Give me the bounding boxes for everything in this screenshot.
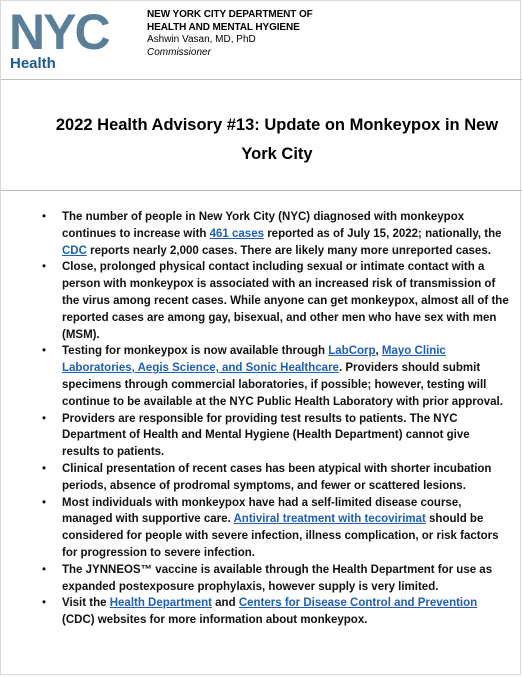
bullet-marker: •: [42, 496, 47, 509]
commissioner-title: Commissioner: [147, 46, 211, 58]
bullet-marker: •: [42, 412, 47, 425]
link-mayo-aegis-sonic[interactable]: Mayo Clinic Laboratories, Aegis Science, and Sonic Healthcare: [62, 345, 446, 375]
logo-health-text: Health: [10, 55, 56, 71]
bullet-marker: •: [42, 563, 47, 576]
agency-block: [147, 9, 313, 59]
bullet-item: • The JYNNEOS™ vaccine is available through the Health Department for use as expanded postexposure prophylaxis, however supply is very limited.: [42, 563, 493, 593]
link-cdc[interactable]: CDC: [62, 244, 87, 257]
bullet-item: • The number of people in New York City (NYC) diagnosed with monkeypox continues to increase with 461 cases reported as of July 15, 2022; nationally, the CDC reports nearly 2,000 cases. There are likely many more unreported cases.: [42, 211, 502, 257]
agency-name-line2: HEALTH AND MENTAL HYGIENE: [147, 21, 300, 33]
bullet-item: • Providers are responsible for providing test results to patients. The NYC Department of Health and Mental Hygiene (Health Department) cannot give results to patients.: [42, 412, 470, 459]
advisory-title: 2022 Health Advisory #13: Update on Monkeypox in New York City: [55, 116, 499, 163]
link-labcorp[interactable]: LabCorp: [328, 345, 376, 358]
bullet-item: • Most individuals with monkeypox have had a self-limited disease course, managed with supportive care. Antiviral treatment with tecovirimat should be considered for people with severe infection, illness complication, or risk factors for progression to severe infection.: [42, 496, 499, 559]
link-461-cases[interactable]: 461 cases: [209, 227, 264, 240]
bullet-item: • Clinical presentation of recent cases has been atypical with shorter incubation periods, absence of prodromal symptoms, and fewer or scattered lesions.: [42, 462, 492, 492]
link-antiviral-tecovirimat[interactable]: Antiviral treatment with tecovirimat: [233, 513, 426, 526]
advisory-bullet-list: [1, 209, 522, 629]
bullet-item: • Close, prolonged physical contact including sexual or intimate contact with a person with monkeypox is associated with an increased risk of transmission of the virus among recent cases. While anyone can get monkeypox, almost all of the reported cases are among gay, bisexual, and other men who have sex with men (MSM).: [42, 261, 509, 341]
title-divider: [1, 190, 522, 191]
bullet-item: • Visit the Health Department and Centers for Disease Control and Prevention (CDC) websites for more information about monkeypox.: [42, 597, 478, 627]
agency-name-line1: NEW YORK CITY DEPARTMENT OF: [147, 9, 313, 20]
bullet-marker: •: [42, 345, 47, 358]
link-health-department[interactable]: Health Department: [109, 597, 212, 610]
logo-nyc-text: NYC: [9, 7, 109, 60]
bullet-marker: •: [42, 597, 47, 610]
header-divider: [1, 79, 522, 80]
bullet-marker: •: [42, 211, 47, 223]
link-cdc-website[interactable]: Centers for Disease Control and Prevention: [238, 597, 478, 610]
bullet-marker: •: [42, 261, 47, 274]
nyc-health-logo-graphic: [9, 7, 141, 71]
nyc-health-logo: [9, 7, 141, 71]
commissioner-name: Ashwin Vasan, MD, PhD: [147, 34, 256, 45]
letterhead: [1, 1, 522, 79]
bullet-item: • Testing for monkeypox is now available through LabCorp, Mayo Clinic Laboratories, Aegis Science, and Sonic Healthcare. Providers should submit specimens through commercial laboratories, if possible; however, testing will continue to be available at the NYC Public Health Laboratory with prior approval.: [42, 345, 503, 408]
bullet-marker: •: [42, 462, 47, 475]
